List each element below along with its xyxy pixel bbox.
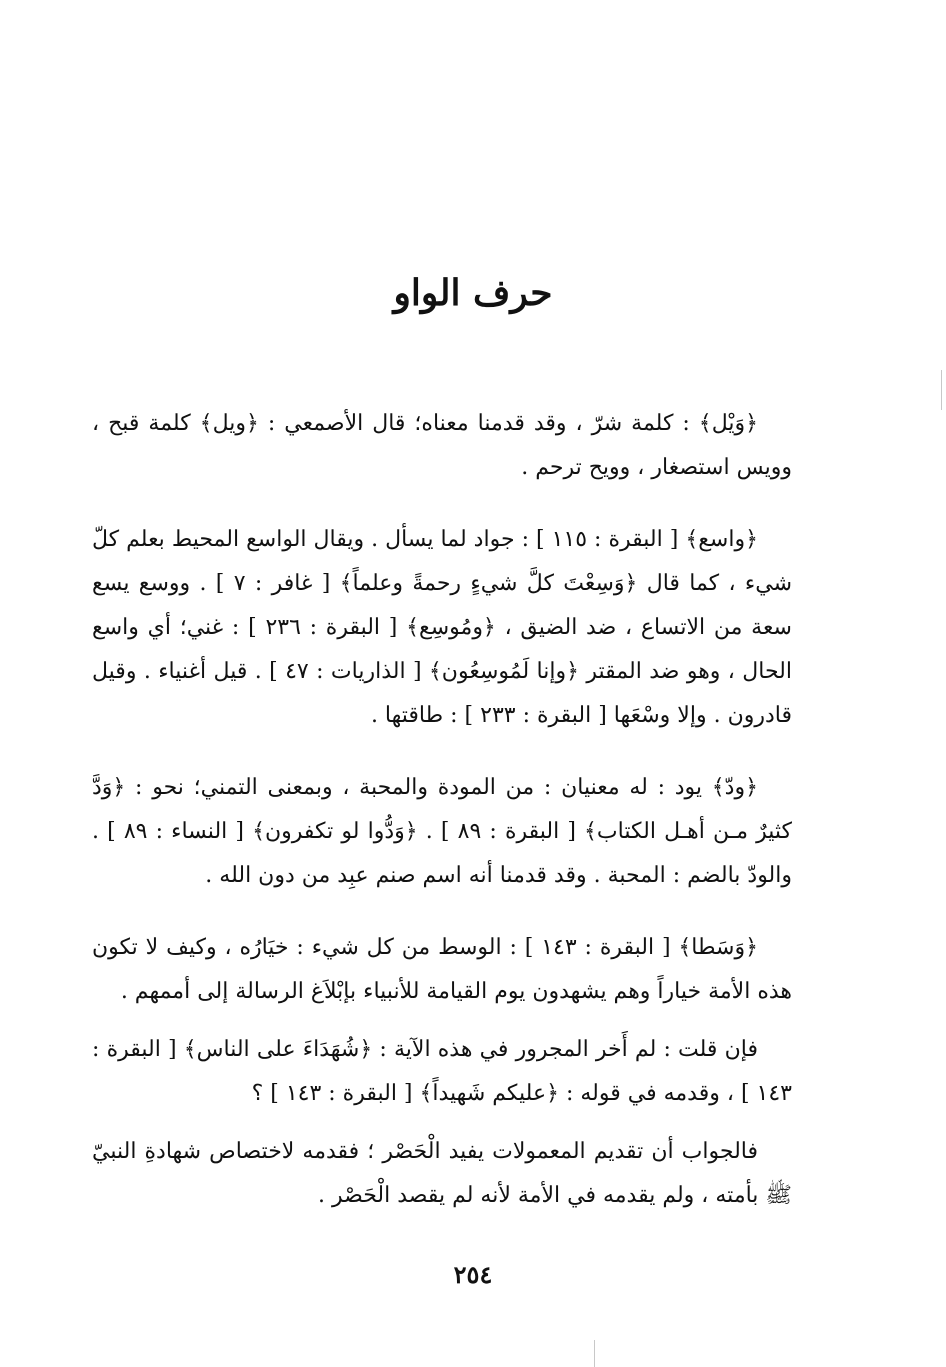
page-number: ٢٥٤ xyxy=(453,1260,493,1289)
entry-wayl: ﴿وَيْل﴾ : كلمة شرّ ، وقد قدمنا معناه؛ قال الأصمعي : ﴿ويل﴾ كلمة قبح ، وويس استصغار ، وويح ترحم . xyxy=(92,411,792,480)
entry-question: فإن قلت : لم أَخر المجرور في هذه الآية : ﴿شُهَدَاءَ على الناس﴾ [ البقرة : ١٤٣ ] ، وقدمه في قوله : ﴿عليكم شَهيداً﴾ [ البقرة : ١٤٣ ] ؟ xyxy=(92,1037,792,1106)
entry-answer: فالجواب أن تقديم المعمولات يفيد الْحَصْر ؛ فقدمه لاختصاص شهادةِ النبيّ ﷺ بأمته ، ولم يقدمه في الأمة لأنه لم يقصد الْحَصْر . xyxy=(92,1139,792,1208)
entry-wasat: ﴿وَسَطا﴾ [ البقرة : ١٤٣ ] : الوسط من كل شيء : خيَارُه ، وكيف لا تكون هذه الأمة خياراً وهم يشهدون يوم القيامة للأنبياء بإبْلاَغ الرسالة إلى أممهم . xyxy=(92,935,792,1004)
entry-wasi: ﴿واسع﴾ [ البقرة : ١١٥ ] : جواد لما يسأل . ويقال الواسع المحيط بعلم كلّ شيء ، كما قال ﴿وَسِعْتَ كلَّ شيءٍ رحمةً وعلماً﴾ [ غافر : ٧ ] . ووسع يسع سعة من الاتساع ، ضد الضيق ، ﴿ومُوسِع﴾ [ البقرة : ٢٣٦ ] : غني؛ أي واسع الحال ، وهو ضد المقتر ﴿وإنا لَمُوسِعُون﴾ [ الذاريات : ٤٧ ] . قيل أغنياء . وقيل قادرون . وإلا وسْعَها [ البقرة : ٢٣٣ ] : طاقتها . xyxy=(92,527,792,728)
scan-edge-mark xyxy=(941,370,942,410)
chapter-title: حرف الواو xyxy=(393,272,553,314)
scan-edge-mark xyxy=(594,1340,595,1367)
page-body xyxy=(92,402,792,1218)
entry-wadd: ﴿ودّ﴾ يود : له معنيان : من المودة والمحبة ، وبمعنى التمني؛ نحو : ﴿وَدَّ كثيرٌ مـن أهـل الكتاب﴾ [ البقرة : ٨٩ ] . ﴿وَدُّوا لو تكفرون﴾ [ النساء : ٨٩ ] . والودّ بالضم : المحبة . وقد قدمنا أنه اسم صنم عبِد من دون الله . xyxy=(92,775,793,888)
